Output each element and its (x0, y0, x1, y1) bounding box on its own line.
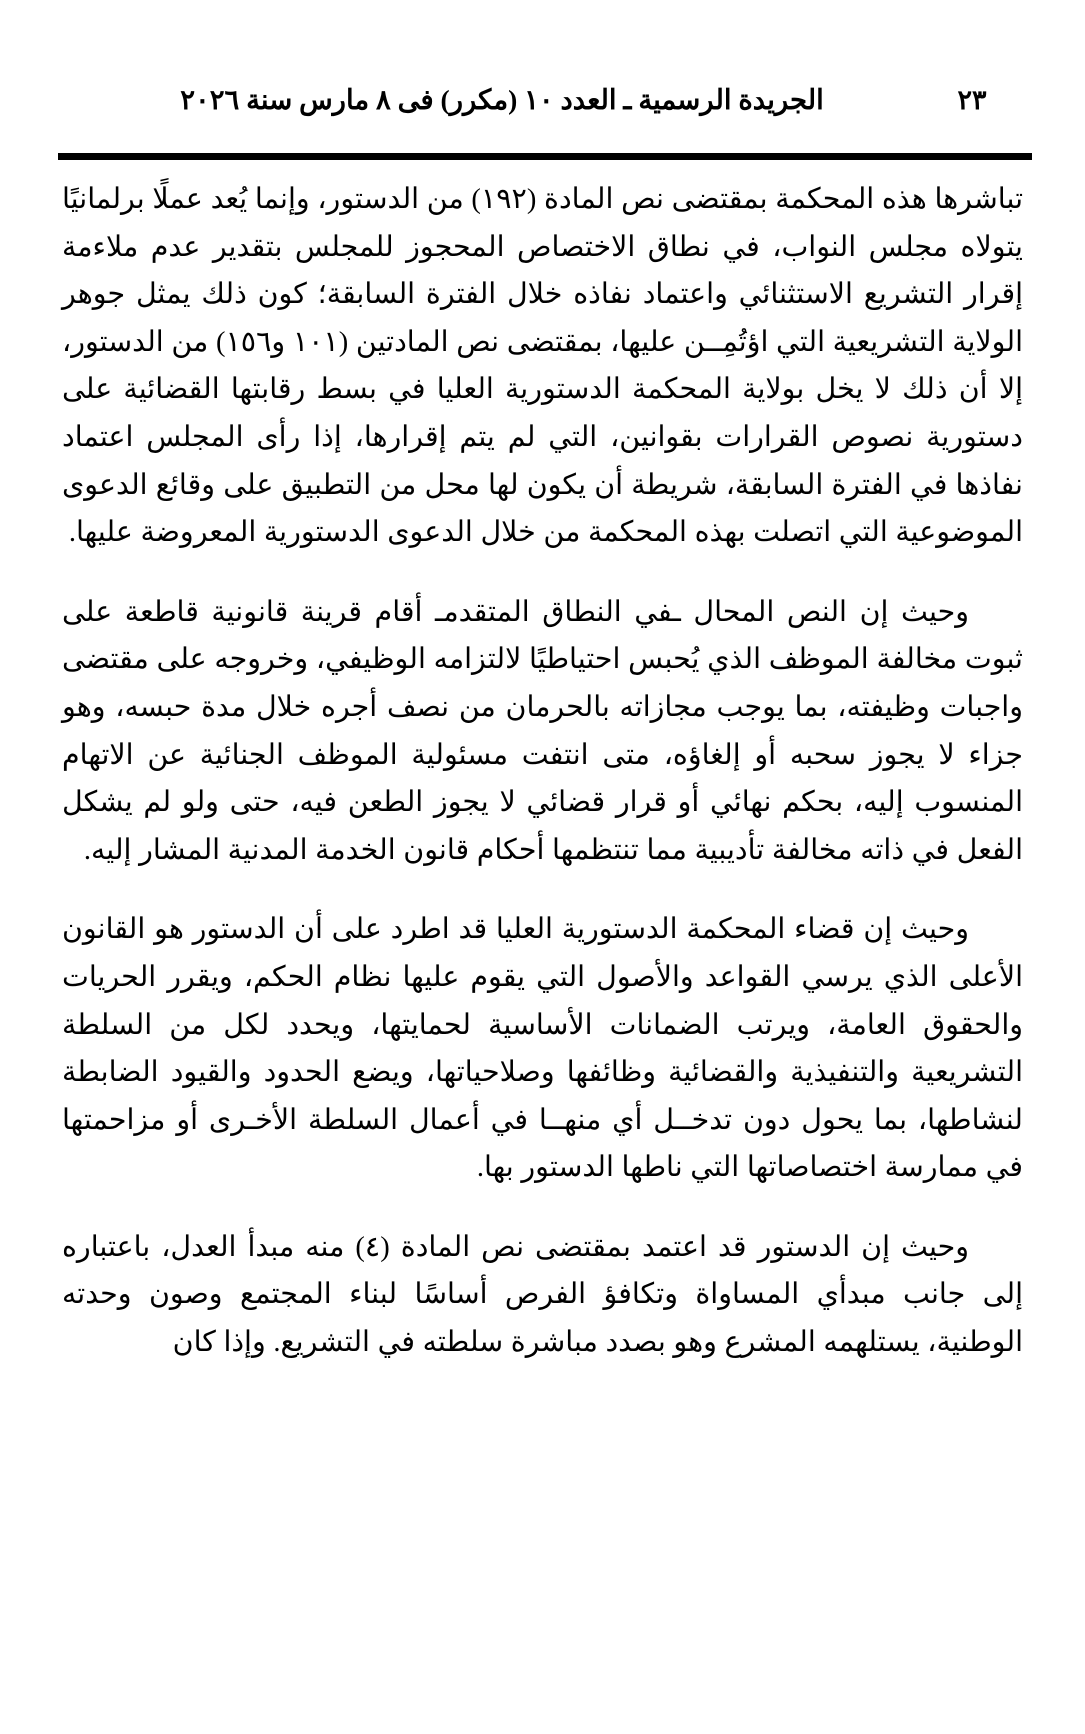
paragraph-4: وحيث إن الدستور قد اعتمد بمقتضى نص المادة (٤) منه مبدأ العدل، باعتباره إلى جانب مبدأي المساواة وتكافؤ الفرص أساسًا لبناء المجتمع وصون وحدته الوطنية، يستلهمه المشرع وهو بصدد مباشرة سلطته في التشريع. وإذا كان (62, 1231, 1023, 1359)
paragraph-1: تباشرها هذه المحكمة بمقتضى نص المادة (١٩٢) من الدستور، وإنما يُعد عملًا برلمانيًا يتولاه مجلس النواب، في نطاق الاختصاص المحجوز للمجلس بتقدير عدم ملاءمة إقرار التشريع الاستثنائي واعتماد نفاذه خلال الفترة السابقة؛ كون ذلك يمثل جوهر الولاية التشريعية التي اؤتُمِــن عليها، بمقتضى نص المادتين (١٠١ و١٥٦) من الدستور، إلا أن ذلك لا يخل بولاية المحكمة الدستورية العليا في بسط رقابتها القضائية على دستورية نصوص القرارات بقوانين، التي لم يتم إقرارها، إذا رأى المجلس اعتماد نفاذها في الفترة السابقة، شريطة أن يكون لها محل من التطبيق على وقائع الدعوى الموضوعية التي اتصلت بهذه المحكمة من خلال الدعوى الدستورية المعروضة عليها. (62, 184, 1023, 549)
paragraph-3: وحيث إن قضاء المحكمة الدستورية العليا قد اطرد على أن الدستور هو القانون الأعلى الذي يرسي القواعد والأصول التي يقوم عليها نظام الحكم، ويقرر الحريات والحقوق العامة، ويرتب الضمانات الأساسية لحمايتها، ويحدد لكل من السلطة التشريعية والتنفيذية والقضائية وظائفها وصلاحياتها، ويضع الحدود والقيود الضابطة لنشاطها، بما يحول دون تدخــل أي منهــا في أعمال السلطة الأخـرى أو مزاحمتها في ممارسة اختصاصاتها التي ناطها الدستور بها. (62, 914, 1023, 1184)
page-number: ٢٣ (957, 84, 987, 115)
document-body (62, 176, 1023, 1367)
page-header (58, 76, 1032, 124)
paragraph-2: وحيث إن النص المحال ـفي النطاق المتقدمـ أقام قرينة قانونية قاطعة على ثبوت مخالفة الموظف الذي يُحبس احتياطيًا لالتزامه الوظيفي، وخروجه على مقتضى واجبات وظيفته، بما يوجب مجازاته بالحرمان من نصف أجره خلال مدة حبسه، وهو جزاء لا يجوز سحبه أو إلغاؤه، متى انتفت مسئولية الموظف الجنائية عن الاتهام المنسوب إليه، بحكم نهائي أو قرار قضائي لا يجوز الطعن فيه، حتى ولو لم يشكل الفعل في ذاته مخالفة تأديبية مما تنتظمها أحكام قانون الخدمة المدنية المشار إليه. (62, 596, 1023, 866)
header-divider-rule (58, 153, 1032, 160)
gazette-header-title: الجريدة الرسمية ـ العدد ١٠ (مكرر) فى ٨ مارس سنة ٢٠٢٦ (180, 84, 824, 115)
